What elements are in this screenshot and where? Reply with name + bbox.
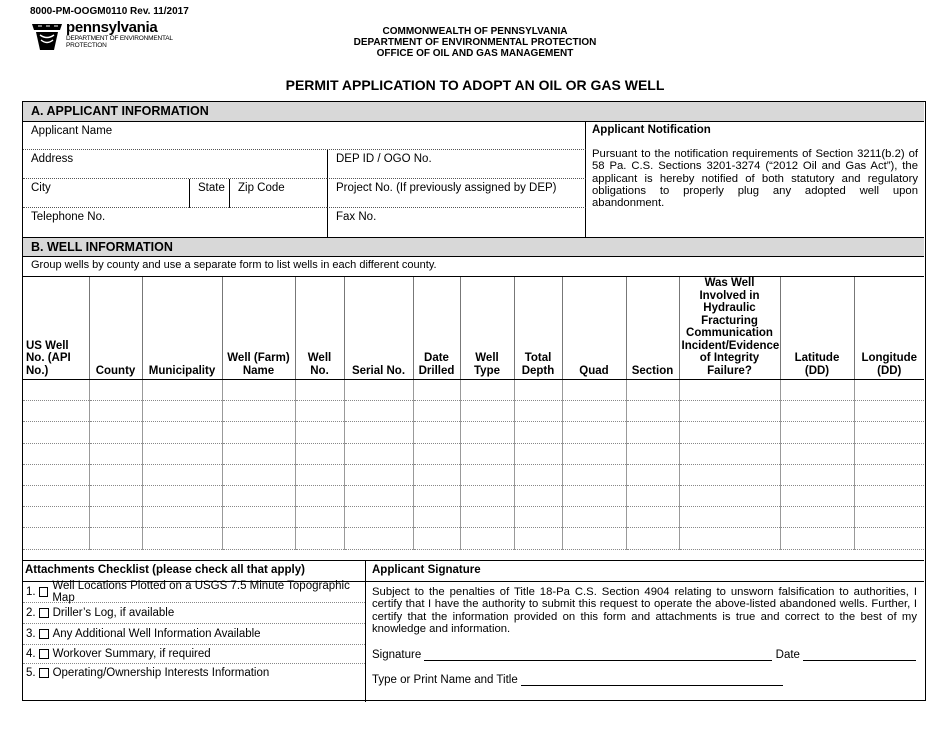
table-cell[interactable] (222, 422, 295, 443)
table-cell[interactable] (23, 401, 89, 422)
table-cell[interactable] (23, 443, 89, 464)
table-row (23, 443, 924, 464)
col-date-drilled: Date Drilled (413, 277, 460, 380)
table-cell[interactable] (460, 380, 514, 401)
table-cell[interactable] (344, 507, 413, 528)
table-cell[interactable] (142, 507, 222, 528)
table-cell[interactable] (413, 485, 460, 506)
signature-line (372, 649, 916, 661)
print-name-input-line[interactable] (521, 676, 783, 686)
table-cell[interactable] (514, 443, 562, 464)
table-cell[interactable] (679, 528, 780, 549)
table-cell[interactable] (626, 443, 679, 464)
table-cell[interactable] (626, 401, 679, 422)
table-cell[interactable] (514, 485, 562, 506)
table-cell[interactable] (626, 422, 679, 443)
signature-input-line[interactable] (424, 651, 772, 661)
table-cell[interactable] (626, 464, 679, 485)
logo-wordmark: pennsylvania (66, 19, 158, 36)
table-cell[interactable] (89, 401, 142, 422)
table-cell[interactable] (295, 401, 344, 422)
col-serial-no: Serial No. (344, 277, 413, 380)
table-cell[interactable] (679, 485, 780, 506)
table-cell[interactable] (89, 380, 142, 401)
date-input-line[interactable] (803, 651, 916, 661)
table-cell[interactable] (344, 485, 413, 506)
table-cell[interactable] (514, 422, 562, 443)
table-cell[interactable] (222, 464, 295, 485)
logo-sub-1: DEPARTMENT OF ENVIRONMENTAL (66, 35, 173, 42)
table-cell[interactable] (460, 485, 514, 506)
zip-code-field[interactable]: Zip Code (229, 179, 327, 208)
table-cell[interactable] (562, 485, 626, 506)
table-cell[interactable] (854, 464, 924, 485)
table-cell[interactable] (679, 401, 780, 422)
table-cell[interactable] (854, 422, 924, 443)
table-cell[interactable] (413, 507, 460, 528)
table-cell[interactable] (562, 507, 626, 528)
table-cell[interactable] (295, 528, 344, 549)
section-b-heading: B. WELL INFORMATION (23, 237, 924, 257)
project-no-field[interactable]: Project No. (If previously assigned by DEP) (327, 179, 586, 208)
well-table (23, 277, 924, 550)
table-cell[interactable] (295, 485, 344, 506)
table-cell[interactable] (413, 380, 460, 401)
table-cell[interactable] (413, 464, 460, 485)
table-cell[interactable] (514, 464, 562, 485)
table-cell[interactable] (679, 443, 780, 464)
col-section: Section (626, 277, 679, 380)
col-county: County (89, 277, 142, 380)
date-label: Date (775, 649, 800, 661)
col-well-farm-name: Well (Farm) Name (222, 277, 295, 380)
checklist-label: Operating/Ownership Interests Information (52, 667, 270, 679)
table-cell[interactable] (89, 528, 142, 549)
checklist-number: 5. (26, 667, 36, 679)
attachments-heading: Attachments Checklist (please check all that apply) (23, 561, 365, 582)
checklist-number: 1. (26, 586, 36, 598)
table-cell[interactable] (854, 528, 924, 549)
table-cell[interactable] (344, 528, 413, 549)
table-row (23, 528, 924, 549)
table-cell[interactable] (222, 485, 295, 506)
table-cell[interactable] (142, 380, 222, 401)
table-cell[interactable] (222, 528, 295, 549)
table-cell[interactable] (854, 485, 924, 506)
table-cell[interactable] (222, 401, 295, 422)
table-cell[interactable] (222, 380, 295, 401)
table-row (23, 507, 924, 528)
applicant-signature-block (366, 561, 924, 702)
certification-text: Subject to the penalties of Title 18-Pa C.S. Section 4904 relating to unsworn falsification to authorities, I certify that I have the authority to submit this request to operate the above-listed abandoned wells. Further, I certify that the information provided on this form and attachments is true and correct to the best of my knowledge and information. (372, 586, 917, 635)
dep-id-field[interactable]: DEP ID / OGO No. (327, 150, 586, 179)
permit-form (22, 101, 926, 701)
table-cell[interactable] (679, 464, 780, 485)
checklist-label: Driller’s Log, if available (52, 607, 175, 619)
notification-title: Applicant Notification (592, 124, 711, 136)
table-cell[interactable] (854, 443, 924, 464)
table-cell[interactable] (23, 485, 89, 506)
table-cell[interactable] (344, 380, 413, 401)
table-cell[interactable] (514, 380, 562, 401)
table-cell[interactable] (679, 380, 780, 401)
checklist-checkbox[interactable] (39, 629, 49, 639)
form-title: PERMIT APPLICATION TO ADOPT AN OIL OR GAS WELL (285, 77, 665, 93)
table-cell[interactable] (562, 401, 626, 422)
table-cell[interactable] (413, 443, 460, 464)
table-cell[interactable] (344, 401, 413, 422)
table-cell[interactable] (89, 485, 142, 506)
col-municipality: Municipality (142, 277, 222, 380)
table-cell[interactable] (780, 528, 854, 549)
table-row (23, 401, 924, 422)
checklist-item (23, 603, 365, 624)
table-cell[interactable] (23, 380, 89, 401)
col-well-type: Well Type (460, 277, 514, 380)
table-cell[interactable] (89, 422, 142, 443)
table-cell[interactable] (679, 422, 780, 443)
agency-header (0, 26, 950, 59)
table-cell[interactable] (142, 464, 222, 485)
checklist-checkbox[interactable] (39, 668, 49, 678)
table-cell[interactable] (562, 528, 626, 549)
checklist-item (23, 582, 365, 603)
table-cell[interactable] (514, 401, 562, 422)
col-quad: Quad (562, 277, 626, 380)
checklist-number: 2. (26, 607, 36, 619)
table-cell[interactable] (460, 443, 514, 464)
table-cell[interactable] (413, 528, 460, 549)
table-cell[interactable] (344, 422, 413, 443)
col-total-depth: Total Depth (514, 277, 562, 380)
checklist-label: Any Additional Well Information Available (52, 628, 261, 640)
fax-field[interactable]: Fax No. (327, 208, 586, 237)
print-name-label: Type or Print Name and Title (372, 674, 518, 686)
table-cell[interactable] (562, 443, 626, 464)
table-cell[interactable] (854, 380, 924, 401)
table-cell[interactable] (780, 380, 854, 401)
table-cell[interactable] (89, 464, 142, 485)
table-cell[interactable] (142, 401, 222, 422)
table-cell[interactable] (142, 485, 222, 506)
table-row (23, 422, 924, 443)
agency-line-2: DEPARTMENT OF ENVIRONMENTAL PROTECTION (353, 37, 597, 48)
checklist-label: Workover Summary, if required (52, 648, 211, 660)
print-name-line (372, 674, 783, 686)
table-cell[interactable] (626, 380, 679, 401)
table-cell[interactable] (460, 507, 514, 528)
table-cell[interactable] (562, 464, 626, 485)
table-cell[interactable] (23, 507, 89, 528)
table-row (23, 380, 924, 401)
table-cell[interactable] (854, 401, 924, 422)
table-cell[interactable] (295, 422, 344, 443)
applicant-notification (586, 122, 924, 237)
section-b-instruction: Group wells by county and use a separate form to list wells in each different county. (23, 257, 924, 277)
table-cell[interactable] (89, 443, 142, 464)
logo-sub-2: PROTECTION (66, 42, 107, 49)
table-cell[interactable] (344, 464, 413, 485)
agency-line-1: COMMONWEALTH OF PENNSYLVANIA (382, 26, 568, 37)
state-field[interactable]: State (189, 179, 229, 208)
well-table-header (23, 277, 924, 380)
checklist-checkbox[interactable] (39, 608, 49, 618)
table-cell[interactable] (295, 464, 344, 485)
table-cell[interactable] (780, 507, 854, 528)
checklist-checkbox[interactable] (39, 587, 49, 597)
table-cell[interactable] (780, 464, 854, 485)
table-cell[interactable] (142, 528, 222, 549)
table-cell[interactable] (89, 507, 142, 528)
table-cell[interactable] (514, 507, 562, 528)
table-cell[interactable] (142, 443, 222, 464)
checklist-number: 4. (26, 648, 36, 660)
col-longitude: Longitude (DD) (854, 277, 924, 380)
table-row (23, 464, 924, 485)
table-cell[interactable] (460, 464, 514, 485)
table-cell[interactable] (626, 485, 679, 506)
table-cell[interactable] (460, 528, 514, 549)
table-cell[interactable] (142, 422, 222, 443)
address-field[interactable]: Address (23, 150, 327, 179)
table-row (23, 485, 924, 506)
table-cell[interactable] (222, 507, 295, 528)
table-cell[interactable] (780, 401, 854, 422)
table-cell[interactable] (295, 443, 344, 464)
checklist-item (23, 664, 365, 682)
signature-label: Signature (372, 649, 422, 661)
col-hydraulic-fracturing: Was Well Involved in Hydraulic Fracturing Communication Incident/Evidence of Integrity Failure? (679, 277, 780, 380)
table-cell[interactable] (460, 401, 514, 422)
checklist-item (23, 624, 365, 645)
table-cell[interactable] (23, 464, 89, 485)
city-field[interactable]: City (23, 179, 189, 208)
table-cell[interactable] (413, 401, 460, 422)
agency-line-3: OFFICE OF OIL AND GAS MANAGEMENT (376, 48, 574, 59)
table-cell[interactable] (344, 443, 413, 464)
table-cell[interactable] (23, 422, 89, 443)
table-cell[interactable] (562, 380, 626, 401)
telephone-field[interactable]: Telephone No. (31, 211, 106, 223)
signature-heading: Applicant Signature (366, 561, 924, 582)
checklist-item (23, 645, 365, 664)
table-cell[interactable] (460, 422, 514, 443)
col-well-no: Well No. (295, 277, 344, 380)
table-cell[interactable] (295, 507, 344, 528)
table-cell[interactable] (780, 422, 854, 443)
col-latitude: Latitude (DD) (780, 277, 854, 380)
checklist-checkbox[interactable] (39, 649, 49, 659)
section-a-heading: A. APPLICANT INFORMATION (23, 102, 924, 122)
table-cell[interactable] (780, 443, 854, 464)
table-cell[interactable] (854, 507, 924, 528)
applicant-name-field[interactable]: Applicant Name (23, 122, 586, 150)
table-cell[interactable] (679, 507, 780, 528)
table-cell[interactable] (295, 380, 344, 401)
table-cell[interactable] (514, 528, 562, 549)
attachments-checklist (23, 561, 366, 702)
table-cell[interactable] (222, 443, 295, 464)
col-us-well-no: US Well No. (API No.) (23, 277, 89, 380)
notification-text: Pursuant to the notification requirements of Section 3211(b.2) of 58 Pa. C.S. Sections 3201-3274 (“2012 Oil and Gas Act”), the applicant is hereby notified of both statutory and regulatory obligations to properly plug any adopted well upon abandonment. (592, 148, 918, 210)
table-cell[interactable] (562, 422, 626, 443)
form-number: 8000-PM-OOGM0110 Rev. 11/2017 (30, 6, 189, 17)
table-cell[interactable] (626, 528, 679, 549)
table-cell[interactable] (413, 422, 460, 443)
table-cell[interactable] (780, 485, 854, 506)
checklist-label: Well Locations Plotted on a USGS 7.5 Minute Topographic Map (52, 580, 350, 604)
checklist-number: 3. (26, 628, 36, 640)
table-cell[interactable] (626, 507, 679, 528)
table-cell[interactable] (23, 528, 89, 549)
